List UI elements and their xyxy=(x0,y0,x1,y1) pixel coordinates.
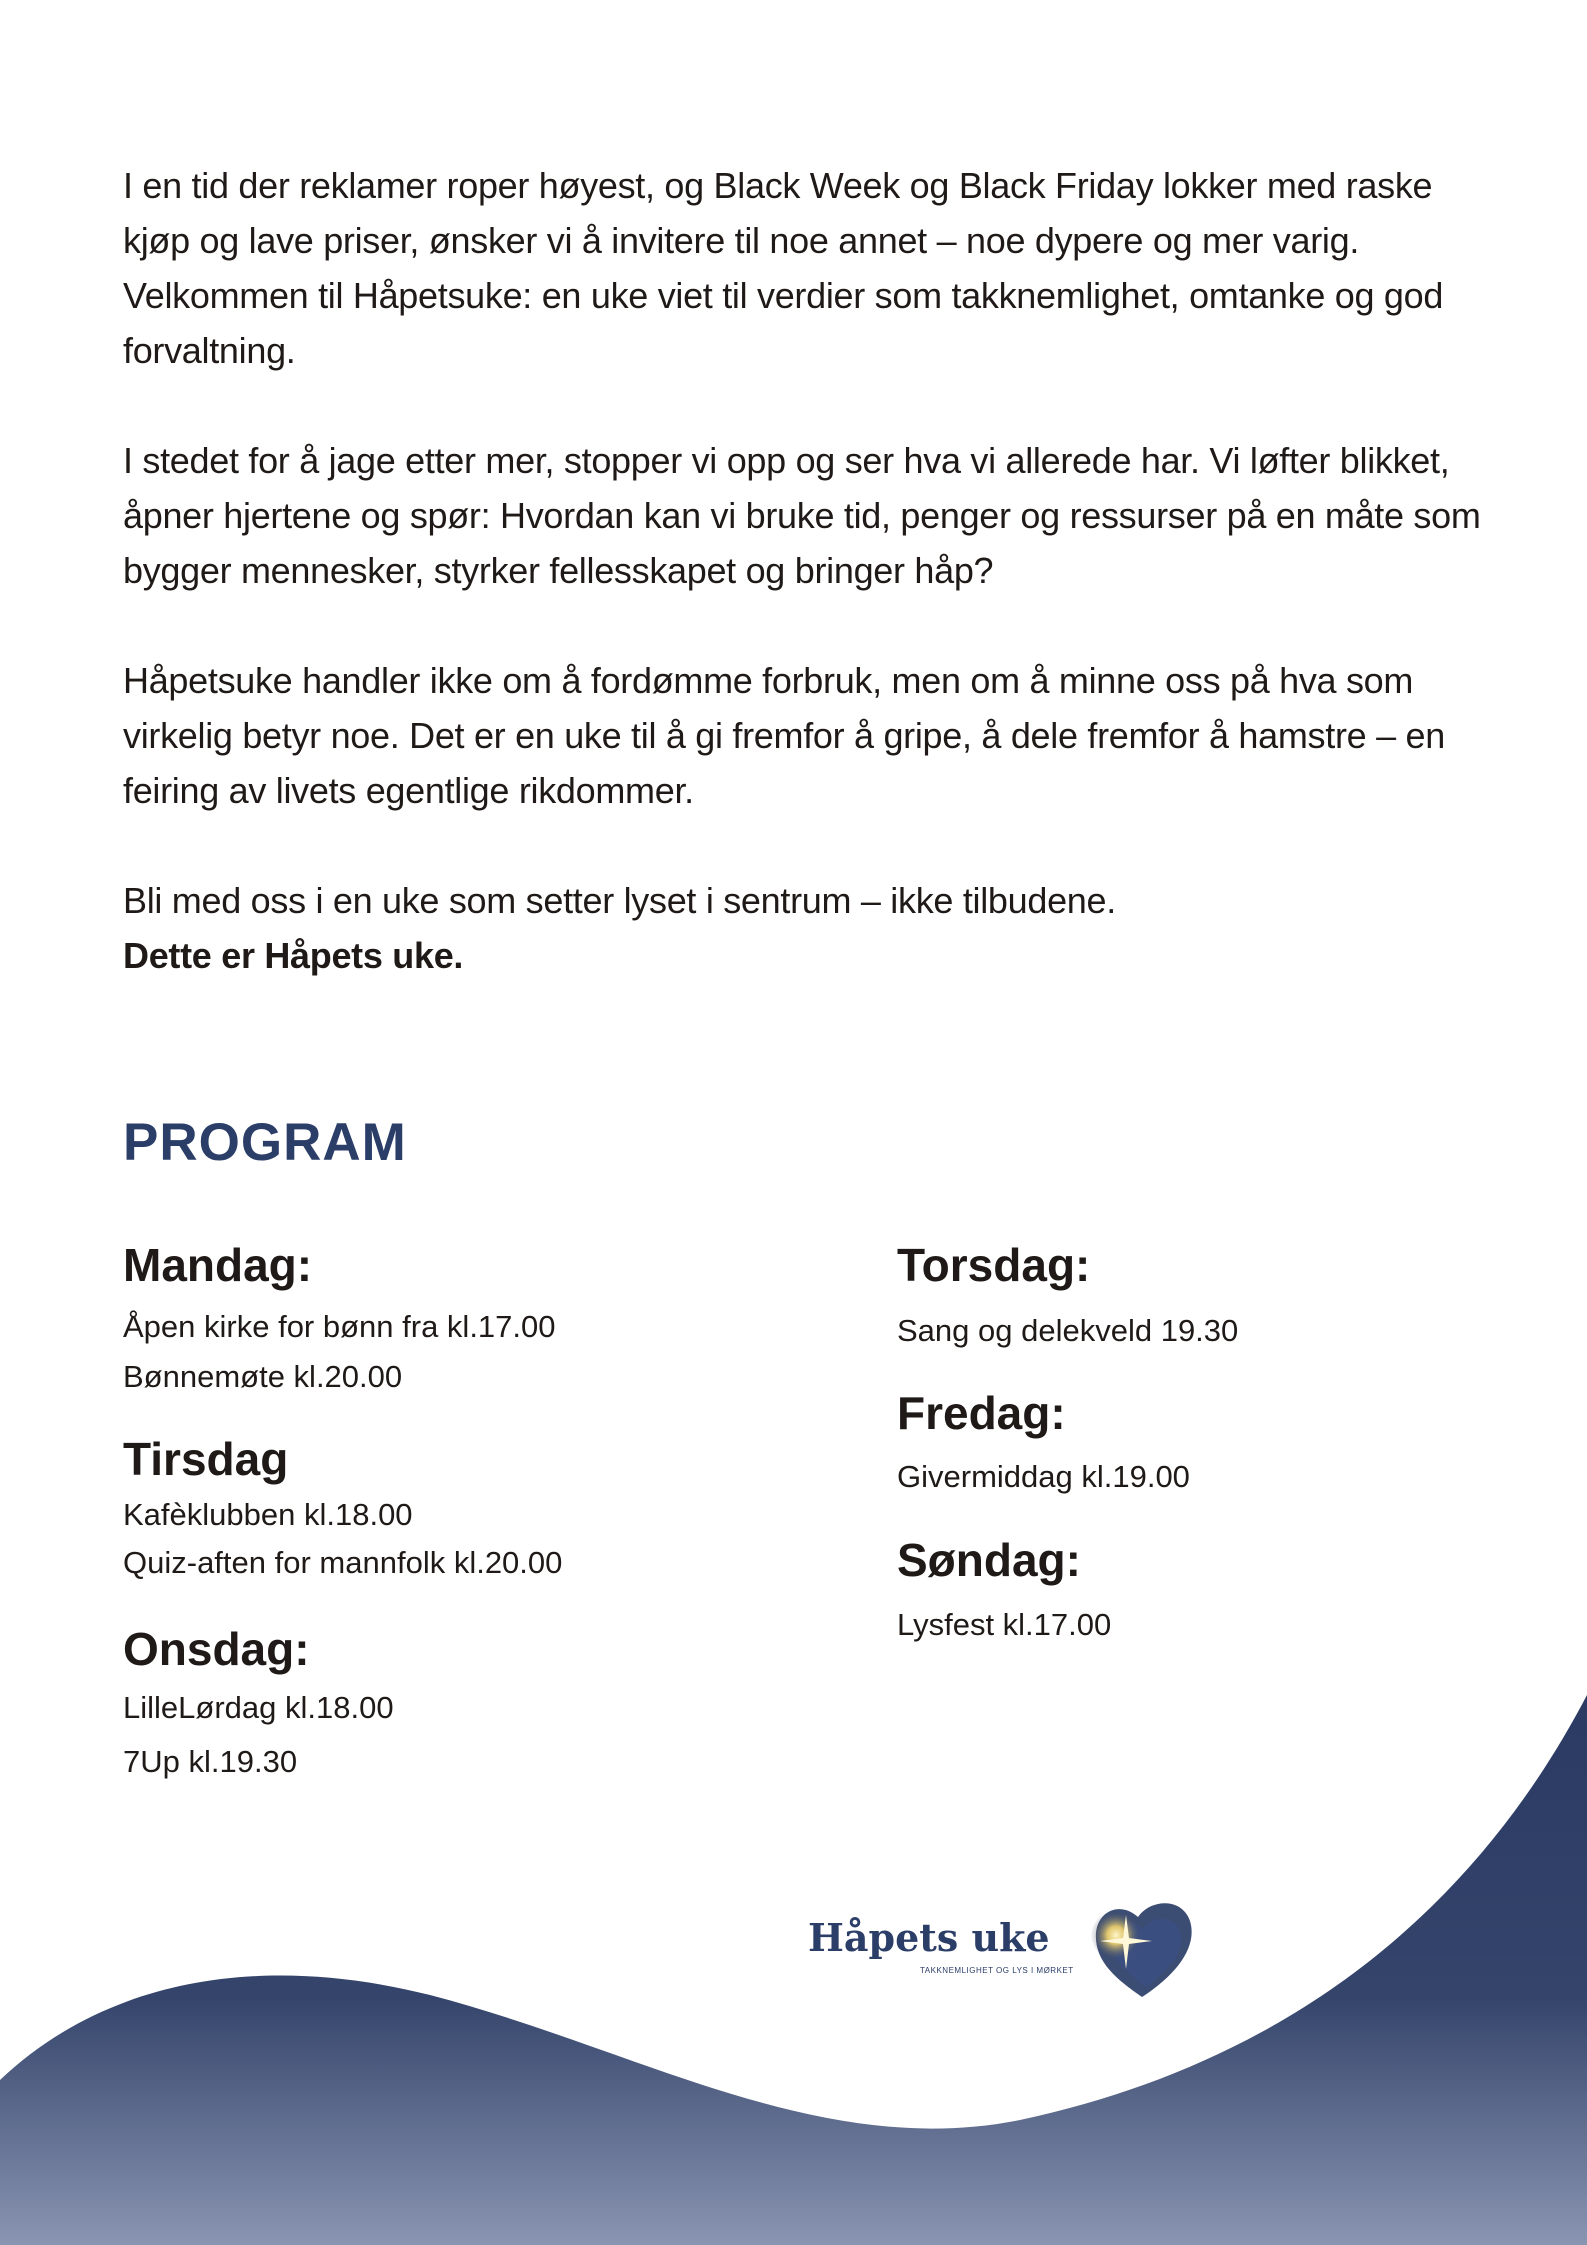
event-tuesday-1: Kafèklubben kl.18.00 xyxy=(123,1497,413,1532)
day-friday: Fredag: xyxy=(897,1387,1066,1439)
intro-closing xyxy=(123,873,1483,983)
event-wednesday-2: 7Up kl.19.30 xyxy=(123,1744,298,1779)
intro-paragraph-2: I stedet for å jage etter mer, stopper vi opp og ser hva vi allerede har. Vi løfter blikket, åpner hjertene og spør: Hvordan kan vi bruke tid, penger og ressurser på en måte som bygger mennesker, styrker fellesskapet og bringer håp? xyxy=(123,440,1481,591)
day-sunday: Søndag: xyxy=(897,1534,1081,1586)
logo-tagline: TAKKNEMLIGHET OG LYS I MØRKET xyxy=(920,1966,1074,1975)
day-tuesday: Tirsdag xyxy=(123,1433,289,1485)
day-thursday: Torsdag: xyxy=(897,1239,1091,1291)
event-tuesday-2: Quiz-aften for mannfolk kl.20.00 xyxy=(123,1545,563,1580)
event-sunday-1: Lysfest kl.17.00 xyxy=(897,1607,1112,1642)
intro-paragraph-1: I en tid der reklamer roper høyest, og Black Week og Black Friday lokker med raske kjøp og lave priser, ønsker vi å invitere til noe annet – noe dypere og mer varig. Velkommen til Håpetsuke: en uke viet til verdier som takknemlighet, omtanke og god forvaltning. xyxy=(123,165,1444,371)
closing-line: Bli med oss i en uke som setter lyset i sentrum – ikke tilbudene. xyxy=(123,880,1116,921)
closing-bold-line: Dette er Håpets uke. xyxy=(123,935,464,976)
day-wednesday: Onsdag: xyxy=(123,1623,310,1675)
logo-text: Håpets uke xyxy=(808,1915,1050,1960)
event-wednesday-1: LilleLørdag kl.18.00 xyxy=(123,1690,394,1725)
hapets-uke-logo xyxy=(808,1895,1198,2005)
program-title: PROGRAM xyxy=(123,1113,407,1172)
event-thursday-1: Sang og delekveld 19.30 xyxy=(897,1313,1239,1348)
heart-star-icon xyxy=(1086,1895,1198,2005)
intro-text xyxy=(123,158,1483,983)
event-monday-2: Bønnemøte kl.20.00 xyxy=(123,1359,403,1394)
event-friday-1: Givermiddag kl.19.00 xyxy=(897,1459,1190,1494)
intro-paragraph-3: Håpetsuke handler ikke om å fordømme forbruk, men om å minne oss på hva som virkelig betyr noe. Det er en uke til å gi fremfor å gripe, å dele fremfor å hamstre – en feiring av livets egentlige rikdommer. xyxy=(123,660,1445,811)
event-monday-1: Åpen kirke for bønn fra kl.17.00 xyxy=(123,1309,556,1344)
day-monday: Mandag: xyxy=(123,1239,313,1291)
